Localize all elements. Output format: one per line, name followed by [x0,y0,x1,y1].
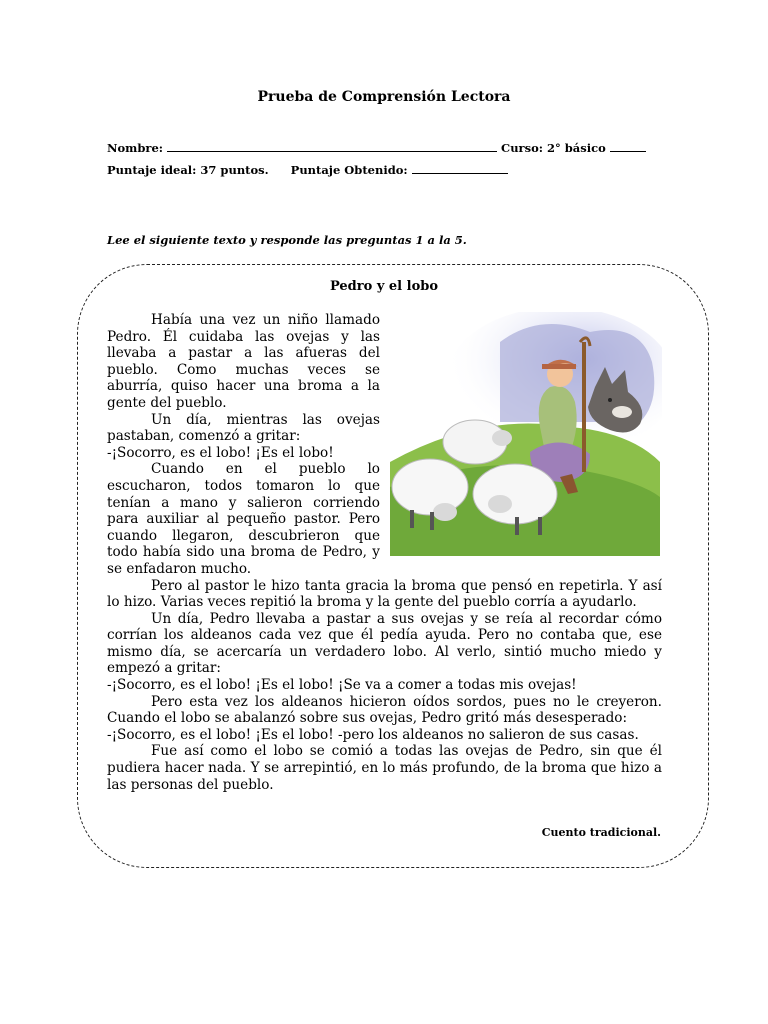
nombre-field[interactable] [167,141,497,152]
story-paragraph: -¡Socorro, es el lobo! ¡Es el lobo! -pero los aldeanos no salieron de sus casas. [107,726,639,743]
story-body [107,312,662,793]
story-paragraph: Un día, mientras las ovejas pastaban, comenzó a gritar: [107,411,380,445]
story-paragraph: -¡Socorro, es el lobo! ¡Es el lobo! [107,444,334,461]
puntaje-obtenido-label: Puntaje Obtenido: [290,163,408,177]
story-paragraph: Había una vez un niño llamado Pedro. Él cuidaba las ovejas y las llevaba a pastar a las afueras del pueblo. Como muchas veces se aburría, quiso hacer una broma a la gente del pueblo. [107,312,380,411]
story-paragraph: Pero esta vez los aldeanos hicieron oídos sordos, pues no le creyeron. Cuando el lobo se abalanzó sobre sus ovejas, Pedro gritó más desesperado: [107,693,662,727]
curso-label: Curso: 2° básico [501,141,606,155]
story-title: Pedro y el lobo [329,279,439,294]
story-paragraph: -¡Socorro, es el lobo! ¡Es el lobo! ¡Se va a comer a todas mis ovejas! [107,677,577,694]
score-row [107,163,508,177]
curso-field[interactable] [610,141,646,152]
name-course-row [107,141,646,155]
story-paragraph: Un día, Pedro llevaba a pastar a sus ovejas y se reía al recordar cómo corrían los aldeanos cada vez que él pedía ayuda. Pero no contaba que, ese mismo día, se acercaría un verdadero lobo. Al verlo, sintió mucho miedo y empezó a gritar: [107,610,662,677]
page-title: Prueba de Comprensión Lectora [257,89,511,105]
nombre-label: Nombre: [107,141,164,155]
story-credit: Cuento tradicional. [541,826,661,839]
story-paragraph: Cuando en el pueblo lo escucharon, todos tomaron lo que tenían a mano y salieron corriendo para auxiliar al pequeño pastor. Pero cuando llegaron, descubrieron que todo había sido una broma de Pedro, y se enfadaron mucho. [107,461,380,577]
story-paragraph: Pero al pastor le hizo tanta gracia la broma que pensó en repetirla. Y así lo hizo. Varias veces repitió la broma y la gente del pueblo corría a ayudarlo. [107,577,662,611]
instruction-text: Lee el siguiente texto y responde las preguntas 1 a la 5. [107,233,467,247]
story-paragraph: Fue así como el lobo se comió a todas las ovejas de Pedro, sin que él pudiera hacer nada. Y se arrepintió, en lo más profundo, de la broma que hizo a las personas del pueblo. [107,743,662,793]
shepherd-wolf-illustration [390,312,662,556]
puntaje-obtenido-field[interactable] [412,163,508,174]
puntaje-ideal: Puntaje ideal: 37 puntos. [107,163,269,177]
